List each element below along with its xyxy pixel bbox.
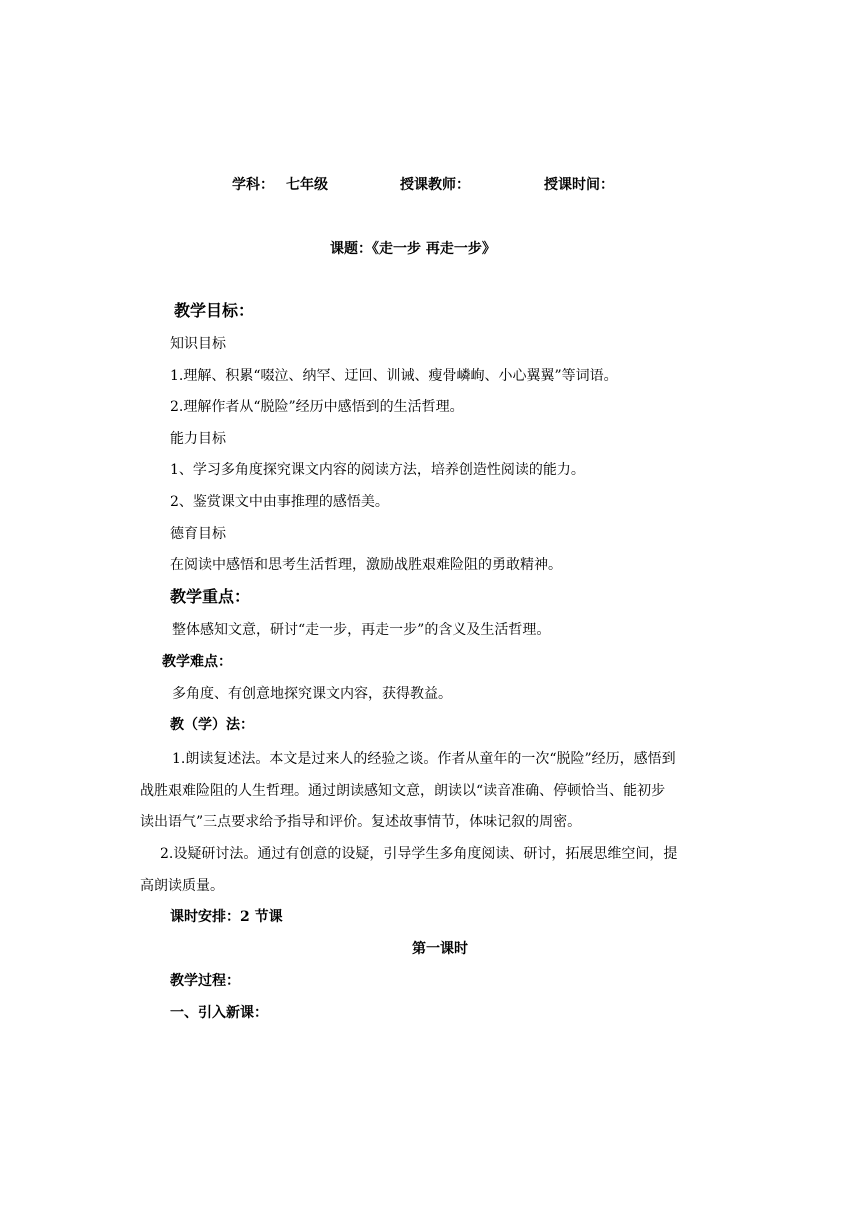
subject-label: 学科： — [232, 177, 274, 193]
moral-goal-item: 在阅读中感悟和思考生活哲理，激励战胜艰难险阻的勇敢精神。 — [170, 557, 562, 573]
method-2-line: 2.设疑研讨法。通过有创意的设疑，引导学生多角度阅读、研讨，拓展思维空间，提 — [160, 846, 678, 862]
difficulties-heading: 教学难点： — [162, 654, 232, 670]
key-points-text: 整体感知文意，研讨“走一步，再走一步”的含义及生活哲理。 — [172, 622, 551, 638]
method-1-line: 战胜艰难险阻的人生哲理。通过朗读感知文意，朗读以“读音准确、停顿恰当、能初步 — [140, 783, 666, 799]
knowledge-goal-label: 知识目标 — [170, 336, 226, 352]
moral-goal-label: 德育目标 — [170, 526, 226, 542]
time-label: 授课时间： — [544, 177, 614, 193]
method-2-line: 高朗读质量。 — [140, 878, 224, 894]
header-row — [0, 176, 860, 194]
ability-goal-item: 2、鉴赏课文中由事推理的感悟美。 — [170, 494, 389, 510]
ability-goal-item: 1、学习多角度探究课文内容的阅读方法，培养创造性阅读的能力。 — [170, 462, 585, 478]
schedule-text: 课时安排：2 节课 — [170, 909, 283, 925]
method-1-line: 1.朗读复述法。本文是过来人的经验之谈。作者从童年的一次“脱险”经历，感悟到 — [172, 751, 676, 767]
first-lesson-title: 第一课时 — [412, 941, 468, 957]
objectives-heading: 教学目标： — [174, 301, 255, 320]
grade-value: 七年级 — [286, 177, 328, 193]
method-1-line: 读出语气”三点要求给予指导和评价。复述故事情节，体味记叙的周密。 — [140, 814, 582, 830]
process-step-1: 一、引入新课： — [170, 1005, 268, 1021]
difficulties-text: 多角度、有创意地探究课文内容，获得教益。 — [172, 686, 452, 702]
teacher-label: 授课教师： — [400, 177, 470, 193]
knowledge-goal-item: 2.理解作者从“脱险”经历中感悟到的生活哲理。 — [170, 399, 464, 415]
lesson-topic-title: 课题：《走一步 再走一步》 — [330, 241, 496, 257]
ability-goal-label: 能力目标 — [170, 431, 226, 447]
process-heading: 教学过程： — [170, 973, 240, 989]
key-points-heading: 教学重点： — [170, 587, 251, 606]
methods-heading: 教（学）法： — [170, 717, 254, 733]
knowledge-goal-item: 1.理解、积累“啜泣、纳罕、迂回、训诫、瘦骨嶙峋、小心翼翼”等词语。 — [170, 368, 618, 384]
